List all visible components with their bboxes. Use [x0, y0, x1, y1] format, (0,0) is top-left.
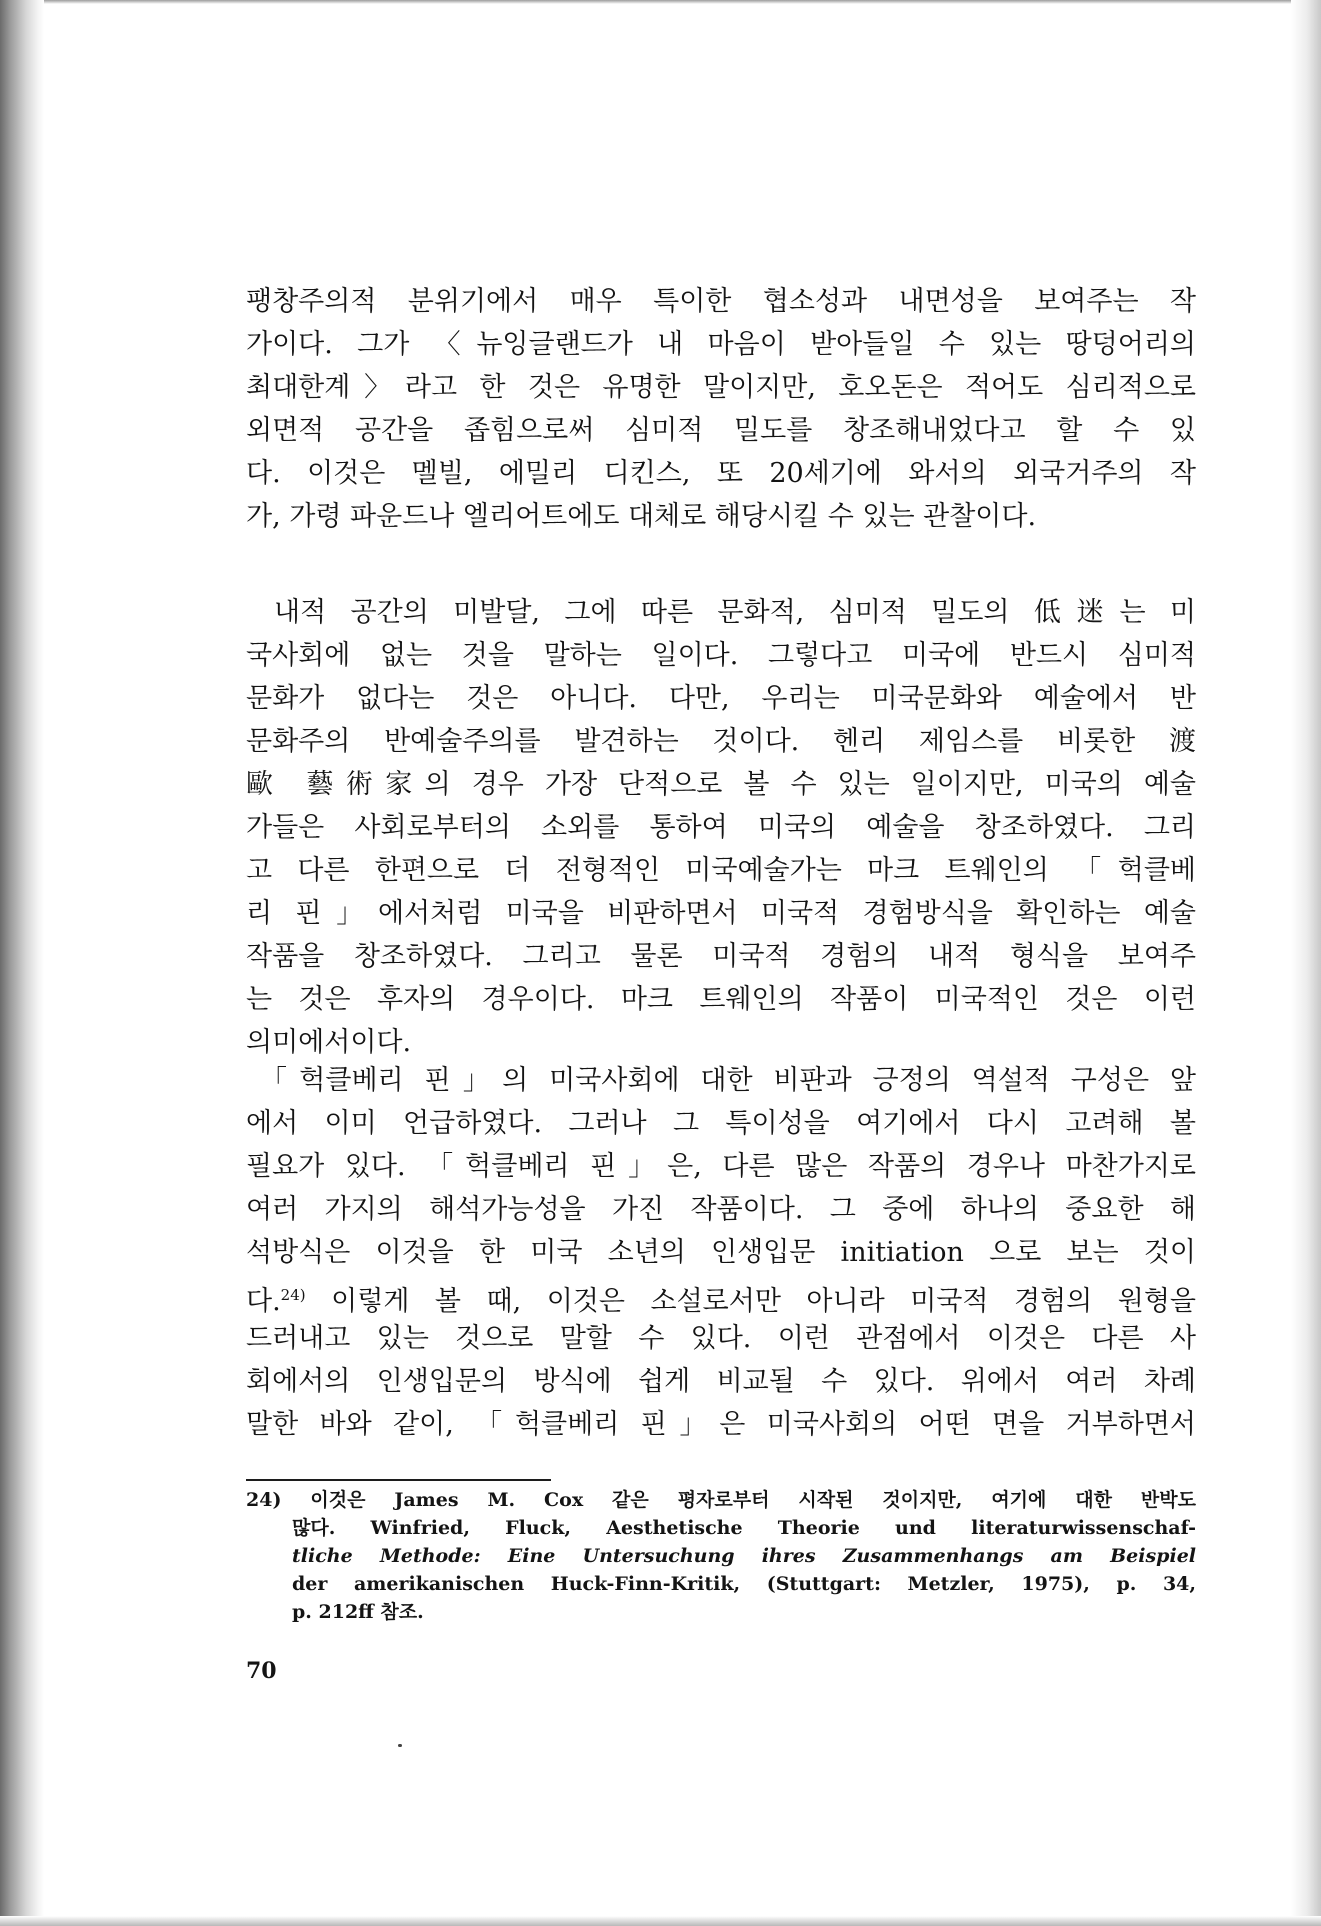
scan-speck: [398, 1744, 402, 1747]
text-line: 드러내고 있는 것으로 말할 수 있다. 이런 관점에서 이것은 다른 사: [246, 1323, 1196, 1354]
text-line: 문화주의 반예술주의를 발견하는 것이다. 헨리 제임스를 비롯한 渡: [246, 726, 1196, 757]
footnote-marker: 24): [246, 1489, 282, 1511]
page-number: 70: [246, 1658, 277, 1684]
text-line: 가들은 사회로부터의 소외를 통하여 미국의 예술을 창조하였다. 그리: [246, 812, 1196, 843]
footnote-divider: [246, 1479, 551, 1481]
text-line: 「헉클베리 핀」의 미국사회에 대한 비판과 긍정의 역설적 구성은 앞: [260, 1065, 1196, 1096]
text-line: 최대한계〉라고 한 것은 유명한 말이지만, 호오돈은 적어도 심리적으로: [246, 372, 1196, 403]
text-line: 歐 藝術家의 경우 가장 단적으로 볼 수 있는 일이지만, 미국의 예술: [246, 769, 1196, 800]
footnote-line: der amerikanischen Huck-Finn-Kritik, (Stuttgart: Metzler, 1975), p. 34,: [292, 1573, 1196, 1595]
text-line: 외면적 공간을 좁힘으로써 심미적 밀도를 창조해내었다고 할 수 있: [246, 415, 1196, 446]
text-line: 다. 이것은 멜빌, 에밀리 디킨스, 또 20세기에 와서의 외국거주의 작: [246, 458, 1196, 489]
text-line: 작품을 창조하였다. 그리고 물론 미국적 경험의 내적 형식을 보여주: [246, 941, 1196, 972]
text-line: 문화가 없다는 것은 아니다. 다만, 우리는 미국문화와 예술에서 반: [246, 683, 1196, 714]
text-line: 리 핀」에서처럼 미국을 비판하면서 미국적 경험방식을 확인하는 예술: [246, 898, 1196, 929]
footnote-line: 많다. Winfried, Fluck, Aesthetische Theorie und literaturwissenschaf-: [292, 1517, 1196, 1539]
paragraph-2: [246, 591, 1196, 1064]
text-line: 가, 가령 파운드나 엘리어트에도 대체로 해당시킬 수 있는 관찰이다.: [246, 501, 1037, 532]
text-line: 내적 공간의 미발달, 그에 따른 문화적, 심미적 밀도의 低迷는 미: [274, 597, 1196, 628]
text-line: 말한 바와 같이, 「헉클베리 핀」은 미국사회의 어떤 면을 거부하면서: [246, 1409, 1196, 1440]
footnote-line: [246, 1486, 1196, 1514]
footnote: [246, 1486, 1196, 1626]
page-bottom-edge: [0, 1916, 1321, 1926]
text-line: 여러 가지의 해석가능성을 가진 작품이다. 그 중에 하나의 중요한 해: [246, 1194, 1196, 1225]
text-line: [246, 1274, 1196, 1317]
text-line: 는 것은 후자의 경우이다. 마크 트웨인의 작품이 미국적인 것은 이런: [246, 984, 1196, 1015]
text-line: 고 다른 한편으로 더 전형적인 미국예술가는 마크 트웨인의 「헉클베: [246, 855, 1196, 886]
line-rest: 이렇게 볼 때, 이것은 소설로서만 아니라 미국적 경험의 원형을: [331, 1286, 1196, 1317]
text-line: 의미에서이다.: [246, 1027, 412, 1058]
text-line: 국사회에 없는 것을 말하는 일이다. 그렇다고 미국에 반드시 심미적: [246, 640, 1196, 671]
paragraph-3: [246, 1059, 1196, 1446]
text-line: 회에서의 인생입문의 방식에 쉽게 비교될 수 있다. 위에서 여러 차례: [246, 1366, 1196, 1397]
footnote-line: tliche Methode: Eine Untersuchung ihres Zusammenhangs am Beispiel: [292, 1545, 1196, 1567]
book-gutter-shadow: [0, 0, 44, 1926]
footnote-reference[interactable]: 24): [280, 1286, 306, 1304]
text-line: 팽창주의적 분위기에서 매우 특이한 협소성과 내면성을 보여주는 작: [246, 286, 1196, 317]
page-top-edge: [0, 0, 1321, 4]
line-prefix: 다.: [246, 1286, 281, 1317]
footnote-line-text: 이것은 James M. Cox 같은 평자로부터 시작된 것이지만, 여기에 대한 반박도: [310, 1489, 1196, 1511]
footnote-line: p. 212ff 참조.: [292, 1601, 424, 1623]
text-line: 가이다. 그가 〈뉴잉글랜드가 내 마음이 받아들일 수 있는 땅덩어리의: [246, 329, 1196, 360]
page-right-edge: [1291, 0, 1321, 1926]
text-line: 석방식은 이것을 한 미국 소년의 인생입문 initiation 으로 보는 것이: [246, 1237, 1196, 1268]
text-line: 에서 이미 언급하였다. 그러나 그 특이성을 여기에서 다시 고려해 볼: [246, 1108, 1196, 1139]
text-line: 필요가 있다. 「헉클베리 핀」은, 다른 많은 작품의 경우나 마찬가지로: [246, 1151, 1196, 1182]
paragraph-1: [246, 280, 1196, 538]
